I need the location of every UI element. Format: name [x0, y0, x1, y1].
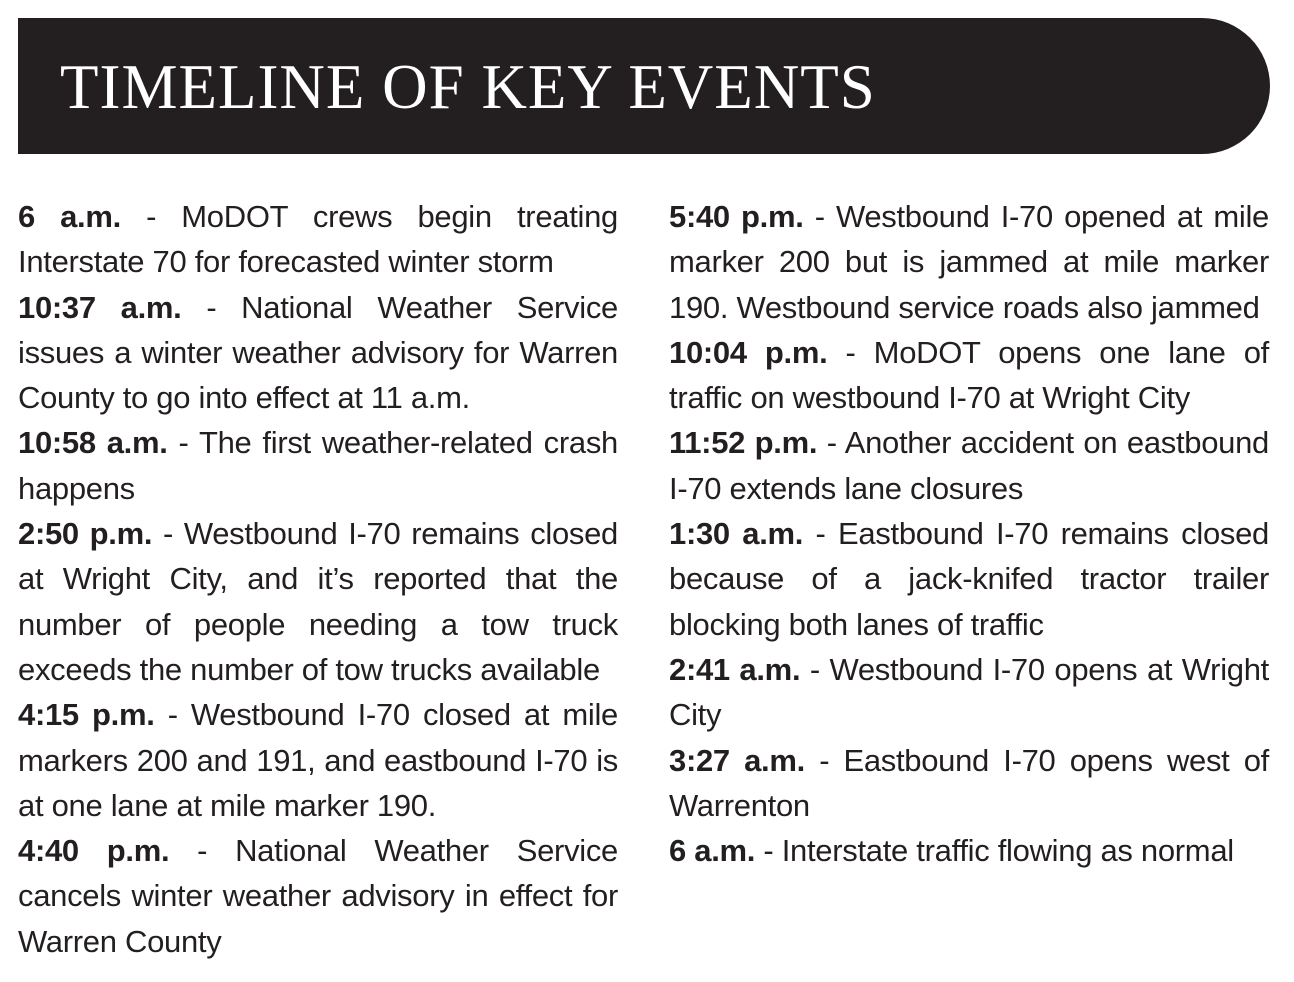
timeline-entry: [18, 420, 618, 511]
timeline-entry-text: - National Weather Service issues a winter weather advisory for Warren County to go into effect at 11 a.m.: [18, 289, 618, 416]
timeline-entry: [669, 738, 1269, 829]
timeline-column-right: [669, 194, 1269, 873]
timeline-entry: [669, 420, 1269, 511]
timeline-entry-time: 4:40 p.m.: [18, 833, 170, 869]
timeline-entry: [18, 194, 618, 285]
timeline-entry-text: - Westbound I-70 remains closed at Wright City, and it’s reported that the number of people needing a tow truck exceeds the number of tow trucks available: [18, 516, 619, 687]
timeline-entry-text: - Eastbound I-70 opens west of Warrenton: [669, 742, 1269, 823]
timeline-entry: [669, 511, 1269, 647]
timeline-entry: [669, 647, 1269, 738]
timeline-entry-text: - Another accident on eastbound I-70 extends lane closures: [669, 425, 1269, 506]
timeline-entry-text: - MoDOT opens one lane of traffic on westbound I-70 at Wright City: [669, 334, 1269, 416]
header-banner: [18, 18, 1270, 154]
timeline-entry: [669, 828, 1269, 873]
timeline-entry-text: - The first weather-related crash happens: [18, 425, 618, 506]
timeline-entry-time: 6 a.m.: [18, 199, 121, 234]
timeline-entry-text: - National Weather Service cancels winter weather advisory in effect for Warren County: [18, 833, 618, 959]
timeline-entry-time: 3:27 a.m.: [669, 742, 805, 778]
timeline-entry-text: - Westbound I-70 closed at mile markers 200 and 191, and eastbound I-70 is at one lane at mile marker 190.: [18, 697, 618, 823]
timeline-entry: [18, 828, 618, 964]
timeline-column-left: [18, 194, 618, 964]
timeline-entry-time: 2:50 p.m.: [18, 516, 153, 552]
timeline-entry-time: 10:04 p.m.: [669, 334, 828, 370]
timeline-entry-text: - Eastbound I-70 remains closed because of a jack-knifed tractor trailer blocking both lanes of traffic: [669, 516, 1269, 642]
timeline-entry: [18, 511, 618, 692]
timeline-entry-time: 11:52 p.m.: [669, 425, 818, 461]
timeline-entry-time: 6 a.m.: [669, 833, 756, 869]
timeline-entry-text: - Westbound I-70 opened at mile marker 200 but is jammed at mile marker 190. Westbound service roads also jammed: [669, 199, 1269, 325]
timeline-entry-time: 1:30 a.m.: [669, 516, 804, 552]
timeline-entry-text: - MoDOT crews begin treating Interstate 70 for forecasted winter storm: [18, 199, 618, 280]
timeline-entry-text: - Interstate traffic flowing as normal: [755, 833, 1234, 869]
timeline-entry-time: 10:58 a.m.: [18, 425, 168, 461]
timeline-entry: [18, 692, 618, 828]
timeline-entry: [18, 285, 618, 421]
timeline-entry-time: 2:41 a.m.: [669, 651, 801, 687]
timeline-entry: [669, 330, 1269, 421]
timeline-entry-time: 5:40 p.m.: [669, 199, 804, 234]
timeline-entry: [669, 194, 1269, 330]
timeline-entry-text: - Westbound I-70 opens at Wright City: [669, 651, 1269, 733]
timeline-entry-time: 10:37 a.m.: [18, 289, 182, 325]
timeline-entry-time: 4:15 p.m.: [18, 697, 155, 733]
page-title: TIMELINE OF KEY EVENTS: [60, 52, 876, 122]
